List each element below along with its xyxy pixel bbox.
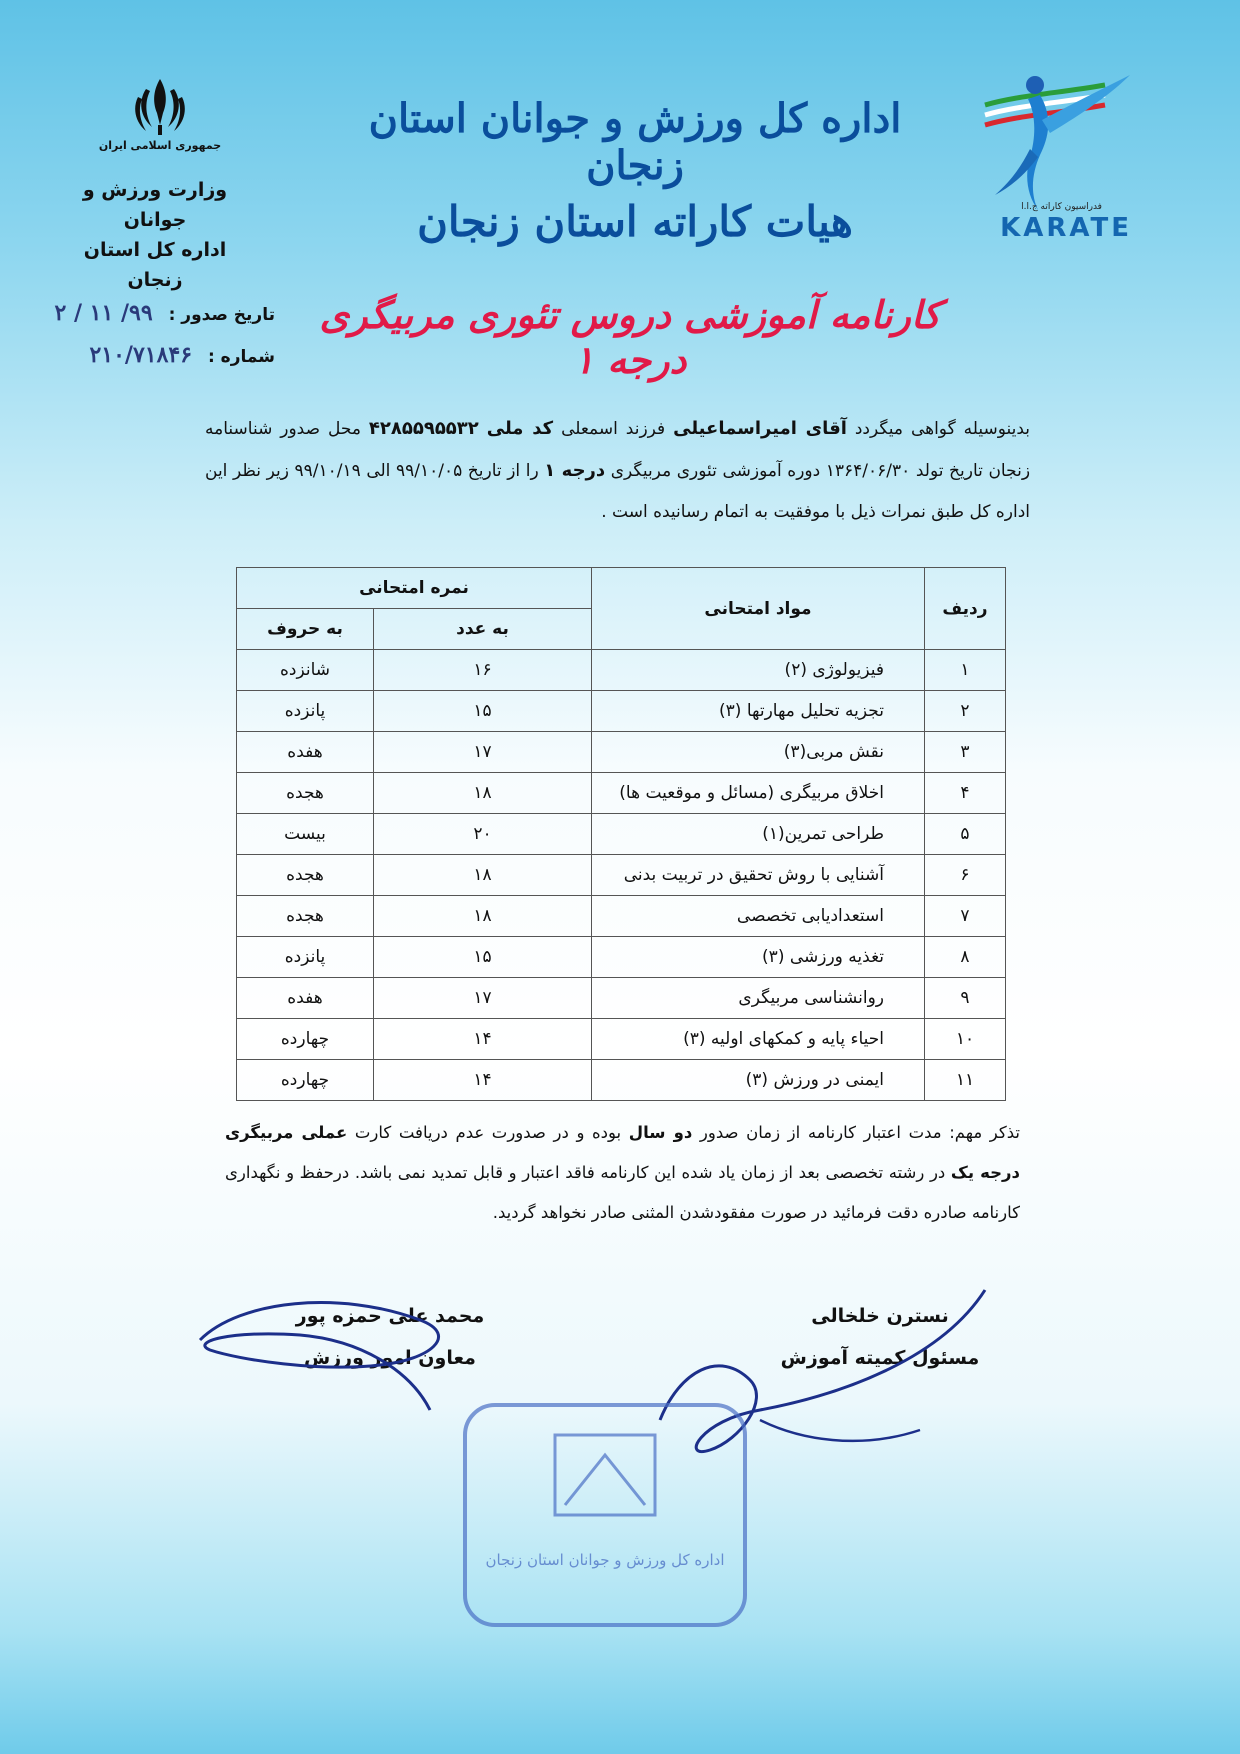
note-validity: دو سال [628,1123,693,1142]
header-row-number: ردیف [925,568,1006,650]
row-grade-words: چهارده [237,1019,374,1060]
row-grade-digits: ۱۴ [374,1019,592,1060]
title-document: کارنامه آموزشی دروس تئوری مربیگری درجه ۱ [319,292,941,382]
body-father-name: فرزند اسمعلی [561,419,666,439]
issue-date [45,300,275,326]
row-index: ۴ [925,773,1006,814]
iran-emblem-icon [130,75,190,137]
row-grade-words: بیست [237,814,374,855]
row-grade-digits: ۱۸ [374,896,592,937]
official-stamp [455,1395,755,1635]
row-grade-words: هجده [237,896,374,937]
row-subject: تجزیه تحلیل مهارتها (۳) [592,691,925,732]
row-subject: ایمنی در ورزش (۳) [592,1060,925,1101]
table-row [237,1060,1006,1101]
table-row [237,732,1006,773]
body-intro: بدینوسیله گواهی میگردد [854,419,1031,439]
row-subject: نقش مربی(۳) [592,732,925,773]
row-index: ۳ [925,732,1006,773]
ministry-line-1: وزارت ورزش و جوانان [82,179,228,231]
stamp-text: اداره کل ورزش و جوانان استان زنجان [485,1551,725,1569]
row-grade-words: هفده [237,978,374,1019]
header-subject: مواد امتحانی [592,568,925,650]
grades-table [236,567,1006,1101]
row-index: ۹ [925,978,1006,1019]
row-subject: اخلاق مربیگری (مسائل و موقعیت ها) [592,773,925,814]
ministry-name [75,175,235,295]
signer-right-name: نسترن خلخالی [811,1305,949,1327]
table-row [237,1019,1006,1060]
document-number-label: شماره : [207,347,275,367]
important-note [225,1113,1020,1233]
table-row [237,855,1006,896]
row-grade-digits: ۱۷ [374,978,592,1019]
iran-emblem [95,75,225,152]
row-subject: استعدادیابی تخصصی [592,896,925,937]
issue-date-label: تاریخ صدور : [168,305,275,325]
title-main: اداره کل ورزش و جوانان استان زنجان [368,95,902,189]
title-board: هیات کاراته استان زنجان [417,197,853,246]
ministry-line-2: اداره کل استان زنجان [83,239,227,291]
note-practical-card: عملی مربیگری درجه یک [225,1123,1021,1182]
row-grade-words: پانزده [237,937,374,978]
row-subject: احیاء پایه و کمکهای اولیه (۳) [592,1019,925,1060]
document-number [45,342,275,368]
course-degree: درجه ۱ [544,460,606,481]
row-grade-words: هجده [237,855,374,896]
body-dates: را از تاریخ ۹۹/۱۰/۰۵ الی ۹۹/۱۰/۱۹ زیر نظر این اداره کل طبق نمرات ذیل با موفقیت به اتمام رسانیده است . [205,461,1030,522]
row-grade-digits: ۱۵ [374,691,592,732]
row-grade-digits: ۲۰ [374,814,592,855]
row-subject: تغذیه ورزشی (۳) [592,937,925,978]
note-part-3: در رشته تخصصی بعد از زمان یاد شده این کارنامه فاقد اعتبار و قابل تمدید نمی باشد. درحفظ و نگهداری کارنامه صادره دقت فرمائید در صورت مفقودشدن المثنی صادر نخواهد گردید. [225,1163,1020,1222]
row-grade-digits: ۱۴ [374,1060,592,1101]
national-code-label: کد ملی [486,418,554,439]
row-grade-words: هجده [237,773,374,814]
issue-date-value: ۹۹/ ۱۱ / ۲ [54,300,153,326]
certificate-body [205,408,1030,533]
header-grade: نمره امتحانی [237,568,592,609]
table-row [237,814,1006,855]
row-grade-words: شانزده [237,650,374,691]
row-index: ۱۰ [925,1019,1006,1060]
karate-logo-text: KARATE [1000,213,1132,243]
row-index: ۶ [925,855,1006,896]
row-grade-digits: ۱۷ [374,732,592,773]
row-grade-digits: ۱۵ [374,937,592,978]
row-subject: روانشناسی مربیگری [592,978,925,1019]
document-number-value: ۲۱۰/۷۱۸۴۶ [89,342,193,368]
federation-caption: فدراسیون کاراته ج.ا.ا [1021,202,1102,212]
row-subject: فیزیولوژی (۲) [592,650,925,691]
handwritten-signature-left [180,1280,480,1430]
note-part-2: بوده و در صدورت عدم دریافت کارت [354,1123,622,1142]
note-part-1: تذکر مهم: مدت اعتبار کارنامه از زمان صدور [699,1123,1020,1142]
row-grade-digits: ۱۶ [374,650,592,691]
row-subject: آشنایی با روش تحقیق در تربیت بدنی [592,855,925,896]
table-row [237,691,1006,732]
emblem-caption: جمهوری اسلامی ایران [98,139,222,152]
row-grade-digits: ۱۸ [374,773,592,814]
signer-right-title: مسئول کمیته آموزش [780,1347,980,1369]
signer-left-name: محمد علی حمزه پور [295,1305,485,1327]
recipient-name: آقای امیراسماعیلی [673,418,847,439]
row-grade-words: پانزده [237,691,374,732]
row-index: ۸ [925,937,1006,978]
table-row [237,896,1006,937]
body-details: محل صدور شناسنامه زنجان تاریخ تولد ۱۳۶۴/۰۶/۳۰ دوره آموزشی تئوری مربیگری [205,419,1031,481]
row-grade-digits: ۱۸ [374,855,592,896]
row-index: ۷ [925,896,1006,937]
table-row [237,978,1006,1019]
header-digits: به عدد [374,609,592,650]
row-grade-words: هفده [237,732,374,773]
table-row [237,773,1006,814]
row-index: ۱۱ [925,1060,1006,1101]
row-index: ۵ [925,814,1006,855]
signer-left-title: معاون امور ورزش [304,1347,476,1369]
table-row [237,937,1006,978]
national-code: ۴۲۸۵۵۹۵۵۳۲ [368,418,479,439]
row-index: ۱ [925,650,1006,691]
table-row [237,650,1006,691]
row-grade-words: چهارده [237,1060,374,1101]
header-words: به حروف [237,609,374,650]
row-index: ۲ [925,691,1006,732]
row-subject: طراحی تمرین(۱) [592,814,925,855]
